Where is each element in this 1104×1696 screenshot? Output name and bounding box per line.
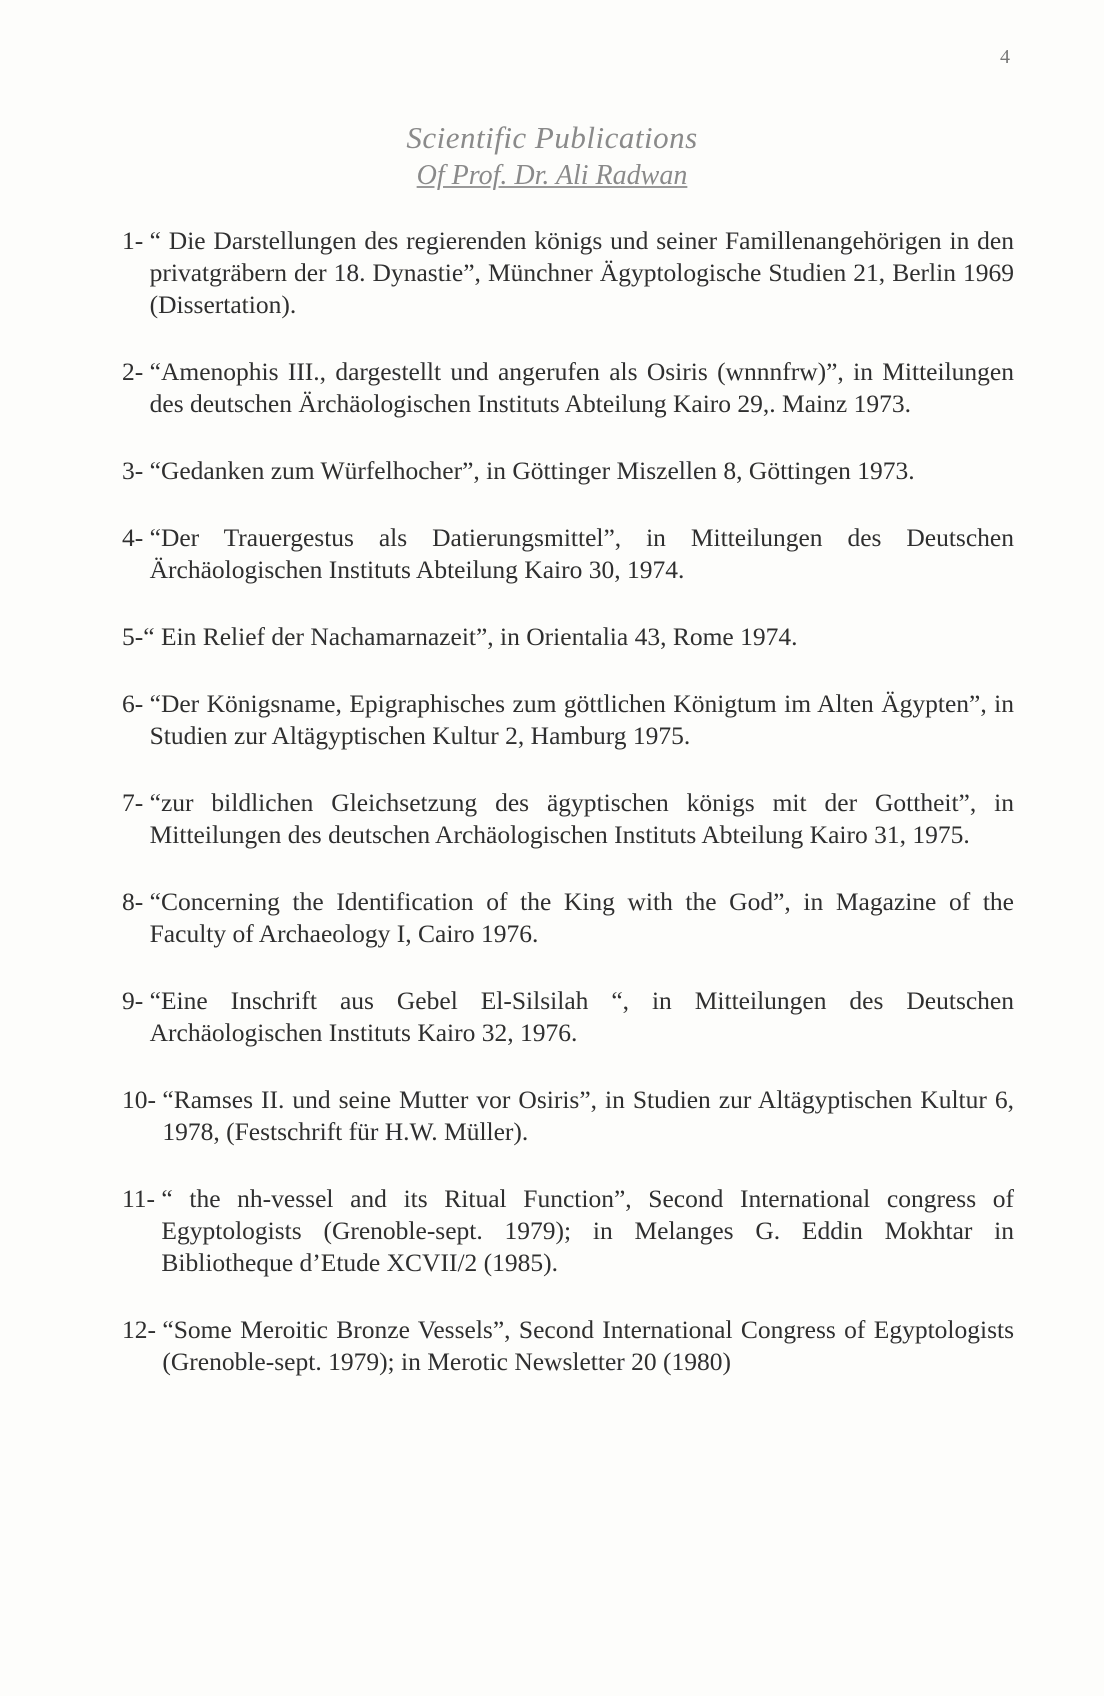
- list-item: [122, 1183, 1014, 1279]
- item-number: 8-: [122, 887, 150, 916]
- item-number: 10-: [122, 1085, 163, 1114]
- item-text: “zur bildlichen Gleichsetzung des ägyptischen königs mit der Gottheit”, in Mitteilungen des deutschen Archäologischen Instituts Abteilung Kairo 31, 1975.: [149, 788, 1014, 849]
- title-block: [0, 120, 1104, 192]
- list-item: [122, 621, 1014, 653]
- item-text: “Ramses II. und seine Mutter vor Osiris”, in Studien zur Altägyptischen Kultur 6, 1978, (Festschrift für H.W. Müller).: [162, 1085, 1014, 1146]
- list-item: [122, 455, 1014, 487]
- item-text: “ Ein Relief der Nachamarnazeit”, in Orientalia 43, Rome 1974.: [143, 622, 798, 651]
- item-text: “Der Königsname, Epigraphisches zum göttlichen Königtum im Alten Ägypten”, in Studien zur Altägyptischen Kultur 2, Hamburg 1975.: [149, 689, 1014, 750]
- list-item: [122, 688, 1014, 752]
- list-item: [122, 985, 1014, 1049]
- list-item: [122, 356, 1014, 420]
- item-number: 9-: [122, 986, 150, 1015]
- item-text: “Der Trauergestus als Datierungsmittel”, in Mitteilungen des Deutschen Ärchäologischen Instituts Abteilung Kairo 30, 1974.: [149, 523, 1014, 584]
- item-text: “Eine Inschrift aus Gebel El-Silsilah “, in Mitteilungen des Deutschen Archäologischen Instituts Kairo 32, 1976.: [149, 986, 1014, 1047]
- item-number: 2-: [122, 357, 150, 386]
- list-item: [122, 787, 1014, 851]
- page-title: Scientific Publications: [406, 120, 698, 155]
- list-item: [122, 1084, 1014, 1148]
- item-number: 11-: [122, 1184, 162, 1213]
- item-number: 6-: [122, 689, 150, 718]
- item-number: 7-: [122, 788, 150, 817]
- list-item: [122, 1314, 1014, 1378]
- item-number: 5-: [122, 622, 144, 651]
- item-number: 3-: [122, 456, 150, 485]
- item-text: “Concerning the Identification of the King with the God”, in Magazine of the Faculty of Archaeology I, Cairo 1976.: [149, 887, 1014, 948]
- page-subtitle: Of Prof. Dr. Ali Radwan: [416, 160, 688, 191]
- item-text: “ Die Darstellungen des regierenden königs und seiner Famillenangehörigen in den privatgräbern der 18. Dynastie”, Münchner Ägyptologische Studien 21, Berlin 1969 (Dissertation).: [149, 226, 1014, 319]
- item-number: 4-: [122, 523, 150, 552]
- item-text: “Some Meroitic Bronze Vessels”, Second International Congress of Egyptologists (Grenoble-sept. 1979); in Merotic Newsletter 20 (1980): [162, 1315, 1014, 1376]
- item-number: 12-: [122, 1315, 163, 1344]
- page-number: 4: [1000, 46, 1010, 68]
- list-item: [122, 886, 1014, 950]
- publication-list: [122, 225, 1014, 1413]
- item-text: “Amenophis III., dargestellt und angerufen als Osiris (wnnnfrw)”, in Mitteilungen des deutschen Ärchäologischen Instituts Abteilung Kairo 29,. Mainz 1973.: [149, 357, 1014, 418]
- list-item: [122, 522, 1014, 586]
- item-number: 1-: [122, 226, 150, 255]
- list-item: [122, 225, 1014, 321]
- item-text: “ the nh-vessel and its Ritual Function”, Second International congress of Egyptologists (Grenoble-sept. 1979); in Melanges G. Eddin Mokhtar in Bibliotheque d’Etude XCVII/2 (1985).: [161, 1184, 1014, 1277]
- item-text: “Gedanken zum Würfelhocher”, in Göttinger Miszellen 8, Göttingen 1973.: [149, 456, 915, 485]
